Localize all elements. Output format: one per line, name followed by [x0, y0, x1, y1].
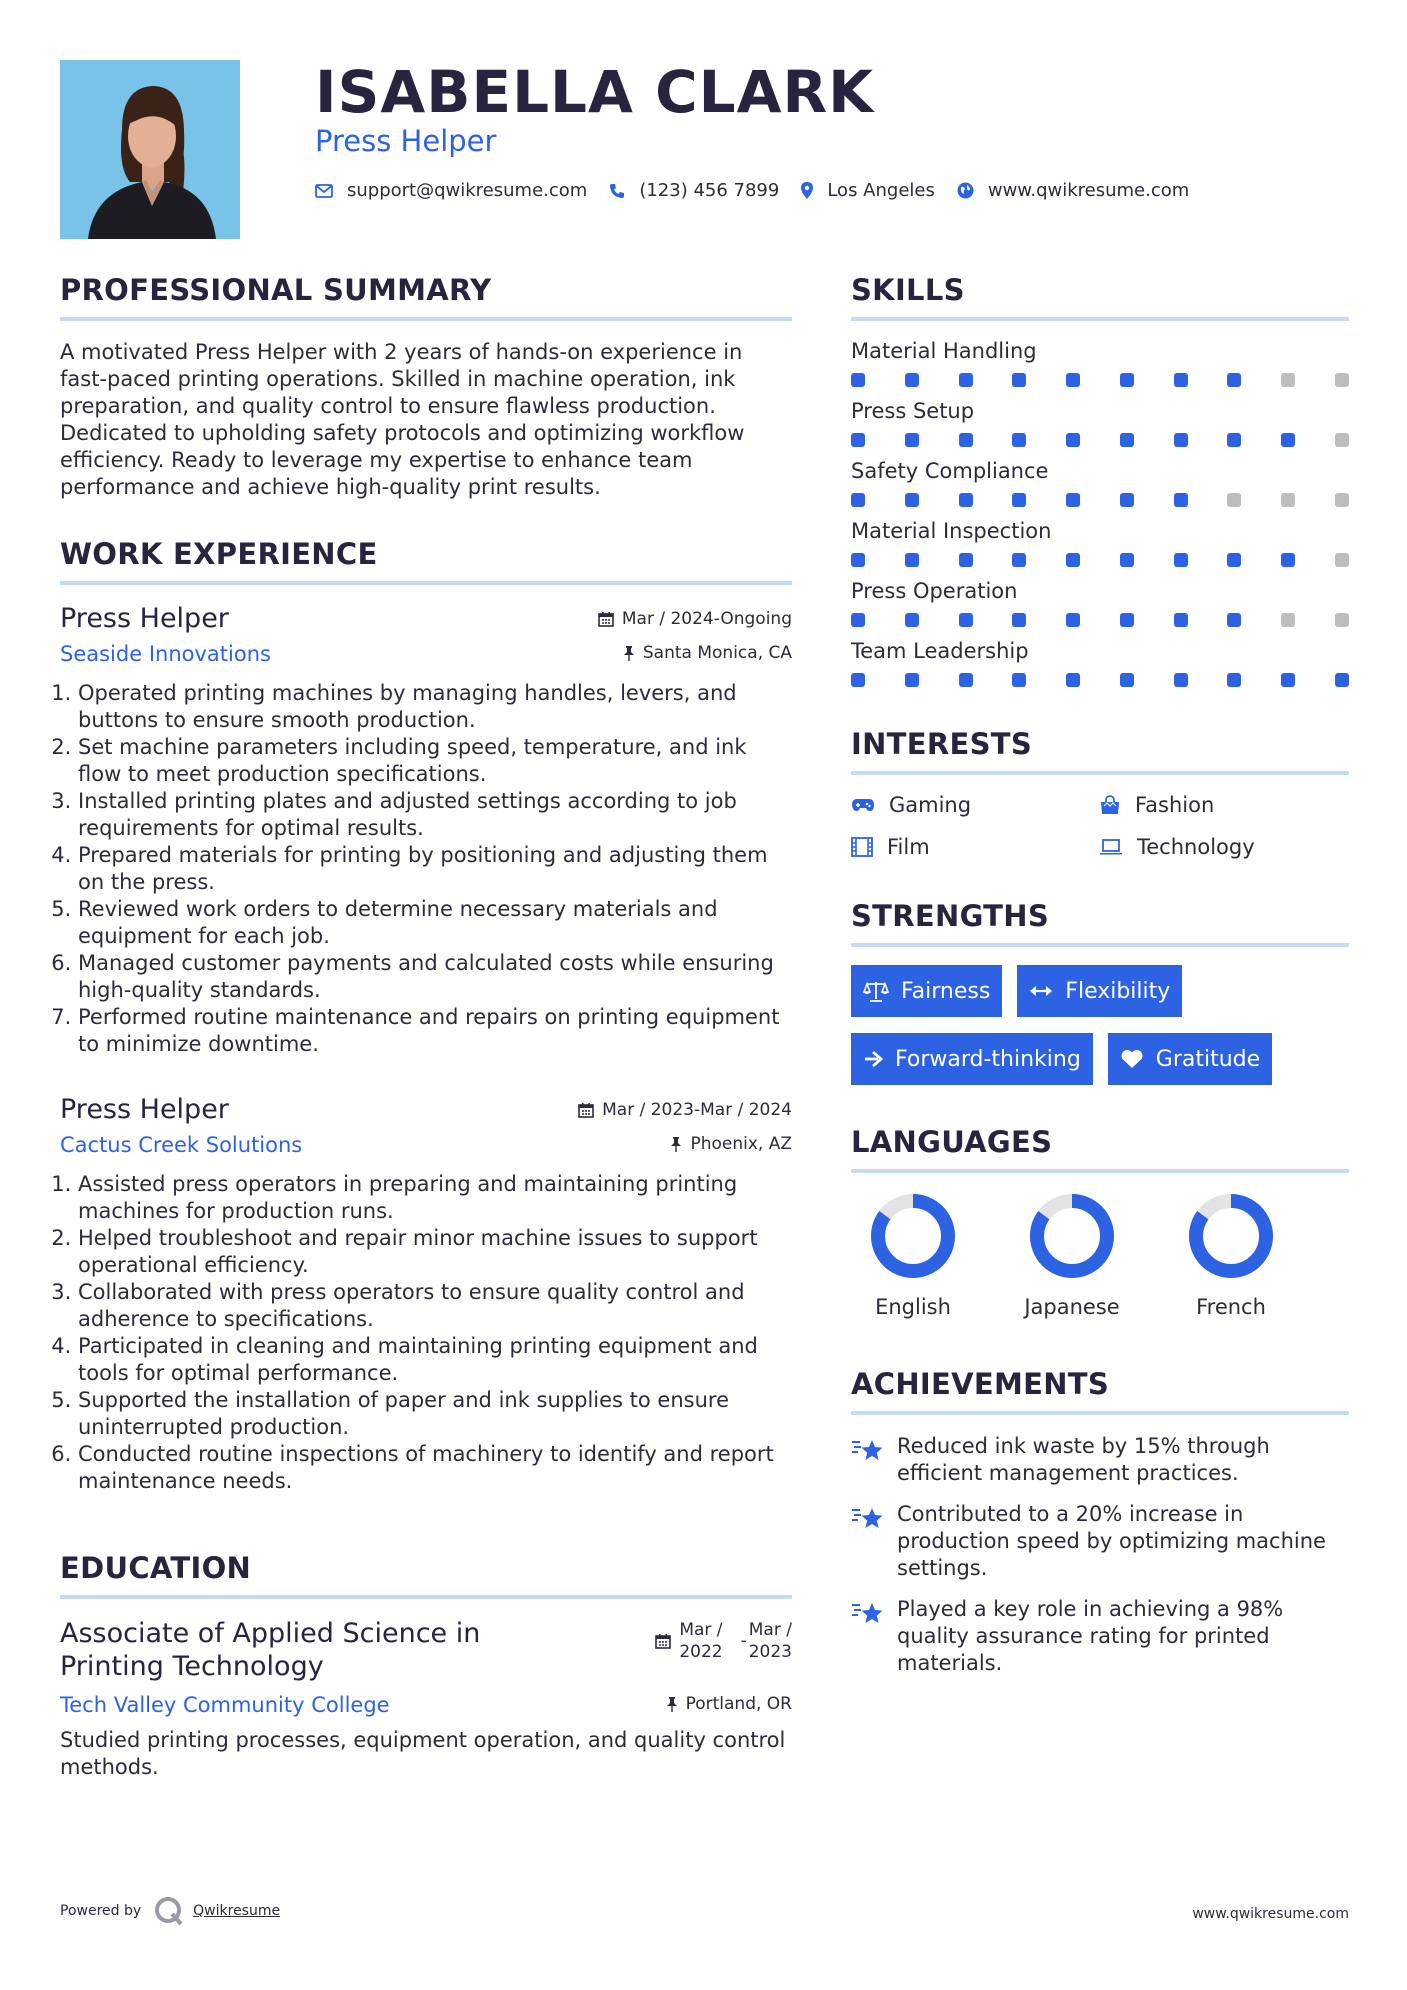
- rating-dot: [1120, 613, 1134, 627]
- language-item: [1012, 1191, 1132, 1319]
- experience-section: [60, 537, 792, 1495]
- summary-section: [60, 273, 792, 501]
- rating-dot: [1227, 493, 1241, 507]
- job-title: Press Helper: [60, 603, 229, 634]
- contact-bar: [315, 180, 1211, 201]
- rating-dot: [1066, 373, 1080, 387]
- rating-dot: [905, 553, 919, 567]
- avatar: [60, 60, 240, 239]
- laptop-icon: [1099, 838, 1123, 856]
- skill-rating: [851, 433, 1349, 447]
- list-item: 6. Managed customer payments and calculated costs while ensuring high-quality standards.: [78, 950, 792, 1004]
- job-company: Cactus Creek Solutions: [60, 1133, 303, 1157]
- job-company: Seaside Innovations: [60, 642, 271, 666]
- rating-dot: [1120, 493, 1134, 507]
- section-title: SKILLS: [851, 273, 1349, 321]
- contact-location: [801, 180, 935, 201]
- rating-dot: [1066, 673, 1080, 687]
- skill-item: [851, 639, 1349, 687]
- rating-dot: [851, 493, 865, 507]
- pushpin-icon: [623, 645, 635, 661]
- interests-section: [851, 727, 1349, 859]
- rating-dot: [1174, 373, 1188, 387]
- rating-dot: [1227, 373, 1241, 387]
- qwikresume-logo-icon: [153, 1895, 185, 1927]
- section-title: LANGUAGES: [851, 1125, 1349, 1173]
- section-title: PROFESSIONAL SUMMARY: [60, 273, 792, 321]
- skill-name: Material Handling: [851, 339, 1037, 363]
- job-date: Mar / 2024-Ongoing: [598, 609, 792, 629]
- list-item: 7. Performed routine maintenance and repairs on printing equipment to minimize downtime.: [78, 1004, 792, 1058]
- film-icon: [851, 837, 873, 857]
- skill-rating: [851, 373, 1349, 387]
- rating-dot: [1174, 613, 1188, 627]
- rating-dot: [1281, 433, 1295, 447]
- interest-gaming: Gaming: [851, 793, 1099, 817]
- right-column: [851, 273, 1349, 1691]
- list-item: 5. Supported the installation of paper and ink supplies to ensure uninterrupted production.: [78, 1387, 792, 1441]
- interest-film: Film: [851, 835, 1099, 859]
- rating-dot: [1227, 673, 1241, 687]
- skills-list: [851, 339, 1349, 687]
- job-title: Press Helper: [60, 1094, 229, 1125]
- rating-dot: [959, 493, 973, 507]
- interest-technology: Technology: [1099, 835, 1349, 859]
- shooting-star-icon: [851, 1598, 885, 1628]
- list-item: 2. Set machine parameters including speed, temperature, and ink flow to meet production specifications.: [78, 734, 792, 788]
- rating-dot: [1281, 613, 1295, 627]
- rating-dot: [851, 553, 865, 567]
- rating-dot: [905, 433, 919, 447]
- rating-dot: [1281, 493, 1295, 507]
- contact-phone[interactable]: [609, 180, 779, 201]
- language-name: French: [1196, 1295, 1266, 1319]
- phone-icon: [609, 183, 625, 199]
- section-title: ACHIEVEMENTS: [851, 1367, 1349, 1415]
- skill-rating: [851, 613, 1349, 627]
- rating-dot: [1227, 613, 1241, 627]
- rating-dot: [1066, 433, 1080, 447]
- skill-name: Team Leadership: [851, 639, 1029, 663]
- rating-dot: [1174, 673, 1188, 687]
- language-item: [1171, 1191, 1291, 1319]
- rating-dot: [1281, 373, 1295, 387]
- list-item: 1. Assisted press operators in preparing and maintaining printing machines for production runs.: [78, 1171, 792, 1225]
- job-entry: [60, 603, 792, 1058]
- skill-name: Press Operation: [851, 579, 1018, 603]
- rating-dot: [851, 613, 865, 627]
- skill-item: [851, 399, 1349, 447]
- calendar-icon: [655, 1633, 671, 1649]
- skill-name: Safety Compliance: [851, 459, 1049, 483]
- calendar-icon: [598, 611, 614, 627]
- rating-dot: [1174, 433, 1188, 447]
- rating-dot: [1281, 553, 1295, 567]
- profile-photo: [60, 60, 240, 239]
- language-item: [853, 1191, 973, 1319]
- rating-dot: [1012, 433, 1026, 447]
- achievement-item: Reduced ink waste by 15% through efficient management practices.: [851, 1433, 1349, 1487]
- list-item: 1. Operated printing machines by managing handles, levers, and buttons to ensure smooth production.: [78, 680, 792, 734]
- footer-powered-by: Powered by Qwikresume: [60, 1895, 280, 1927]
- rating-dot: [1012, 553, 1026, 567]
- school-location: Portland, OR: [666, 1694, 792, 1714]
- rating-dot: [1281, 673, 1295, 687]
- strength-tag: Fairness: [851, 965, 1002, 1017]
- school-name: Tech Valley Community College: [60, 1693, 390, 1717]
- candidate-name: ISABELLA CLARK: [315, 58, 875, 126]
- shooting-star-icon: [851, 1435, 885, 1465]
- strength-tag: Gratitude: [1108, 1033, 1272, 1085]
- skill-name: Press Setup: [851, 399, 975, 423]
- strengths-section: [851, 899, 1349, 1085]
- phone-text: (123) 456 7899: [639, 180, 780, 201]
- job-date: Mar / 2023-Mar / 2024: [578, 1100, 792, 1120]
- rating-dot: [1174, 553, 1188, 567]
- rating-dot: [1174, 493, 1188, 507]
- globe-icon: [957, 182, 974, 199]
- rating-dot: [1012, 373, 1026, 387]
- skill-item: [851, 579, 1349, 627]
- section-title: STRENGTHS: [851, 899, 1349, 947]
- rating-dot: [1012, 493, 1026, 507]
- footer-website[interactable]: www.qwikresume.com: [1192, 1906, 1349, 1922]
- rating-dot: [851, 373, 865, 387]
- language-proficiency-ring: [1027, 1191, 1117, 1281]
- achievement-item: Played a key role in achieving a 98% quality assurance rating for printed materials.: [851, 1596, 1349, 1677]
- pushpin-icon: [666, 1696, 678, 1712]
- rating-dot: [905, 373, 919, 387]
- list-item: 5. Reviewed work orders to determine necessary materials and equipment for each job.: [78, 896, 792, 950]
- skill-item: [851, 459, 1349, 507]
- achievement-item: Contributed to a 20% increase in production speed by optimizing machine settings.: [851, 1501, 1349, 1582]
- skill-name: Material Inspection: [851, 519, 1052, 543]
- brand-link[interactable]: Qwikresume: [193, 1903, 281, 1919]
- rating-dot: [1120, 373, 1134, 387]
- education-date: Mar / 2022 - Mar / 2023: [655, 1619, 792, 1663]
- job-location: Phoenix, AZ: [670, 1134, 792, 1154]
- pushpin-icon: [670, 1136, 682, 1152]
- job-duties: [60, 680, 792, 1058]
- envelope-icon: [315, 184, 333, 198]
- rating-dot: [1227, 433, 1241, 447]
- shooting-star-icon: [851, 1503, 885, 1533]
- skill-item: [851, 519, 1349, 567]
- left-column: [60, 273, 792, 1781]
- education-section: [60, 1551, 792, 1781]
- job-entry: [60, 1094, 792, 1495]
- skill-rating: [851, 673, 1349, 687]
- language-name: English: [875, 1295, 951, 1319]
- rating-dot: [1335, 493, 1349, 507]
- language-proficiency-ring: [868, 1191, 958, 1281]
- rating-dot: [851, 433, 865, 447]
- rating-dot: [959, 613, 973, 627]
- languages-section: [851, 1125, 1349, 1319]
- rating-dot: [959, 433, 973, 447]
- rating-dot: [959, 673, 973, 687]
- rating-dot: [851, 673, 865, 687]
- rating-dot: [1227, 553, 1241, 567]
- strength-tag: Flexibility: [1017, 965, 1182, 1017]
- rating-dot: [1066, 553, 1080, 567]
- candidate-role: Press Helper: [315, 124, 497, 158]
- rating-dot: [1066, 493, 1080, 507]
- list-item: 3. Collaborated with press operators to ensure quality control and adherence to specifications.: [78, 1279, 792, 1333]
- calendar-icon: [578, 1102, 594, 1118]
- interest-fashion: Fashion: [1099, 793, 1349, 817]
- email-text: support@qwikresume.com: [347, 180, 588, 201]
- job-duties: [60, 1171, 792, 1495]
- rating-dot: [1120, 433, 1134, 447]
- rating-dot: [1120, 673, 1134, 687]
- balance-scale-icon: [863, 980, 889, 1002]
- contact-website[interactable]: [957, 180, 1189, 201]
- language-proficiency-ring: [1186, 1191, 1276, 1281]
- rating-dot: [1120, 553, 1134, 567]
- list-item: 2. Helped troubleshoot and repair minor machine issues to support operational efficiency.: [78, 1225, 792, 1279]
- education-text: Studied printing processes, equipment operation, and quality control methods.: [60, 1728, 786, 1779]
- rating-dot: [959, 553, 973, 567]
- skill-item: [851, 339, 1349, 387]
- summary-text: A motivated Press Helper with 2 years of hands-on experience in fast-paced printing operations. Skilled in machine operation, ink preparation, and quality control to ensure flawless production. Dedicated to upholding safety protocols and optimizing workflow efficiency. Ready to leverage my expertise to enhance team performance and achieve high-quality print results.: [60, 340, 745, 499]
- contact-email[interactable]: [315, 180, 587, 201]
- strength-tag: Forward-thinking: [851, 1033, 1093, 1085]
- degree-title: Associate of Applied Science in Printing Technology: [60, 1618, 481, 1682]
- achievements-section: [851, 1367, 1349, 1677]
- gamepad-icon: [851, 797, 875, 813]
- rating-dot: [1335, 373, 1349, 387]
- website-text: www.qwikresume.com: [987, 180, 1190, 201]
- rating-dot: [1335, 553, 1349, 567]
- list-item: 4. Participated in cleaning and maintaining printing equipment and tools for optimal performance.: [78, 1333, 792, 1387]
- heart-icon: [1120, 1049, 1144, 1069]
- map-pin-icon: [801, 182, 813, 199]
- language-name: Japanese: [1024, 1295, 1120, 1319]
- job-location: Santa Monica, CA: [623, 643, 792, 663]
- rating-dot: [1335, 673, 1349, 687]
- languages-list: [851, 1191, 1291, 1319]
- skills-section: [851, 273, 1349, 687]
- section-title: WORK EXPERIENCE: [60, 537, 792, 585]
- rating-dot: [905, 673, 919, 687]
- arrows-horizontal-icon: [1029, 984, 1053, 998]
- arrow-right-icon: [863, 1050, 883, 1068]
- list-item: 4. Prepared materials for printing by positioning and adjusting them on the press.: [78, 842, 792, 896]
- list-item: 3. Installed printing plates and adjusted settings according to job requirements for optimal results.: [78, 788, 792, 842]
- rating-dot: [905, 493, 919, 507]
- rating-dot: [1335, 613, 1349, 627]
- rating-dot: [1012, 613, 1026, 627]
- rating-dot: [1012, 673, 1026, 687]
- list-item: 6. Conducted routine inspections of machinery to identify and report maintenance needs.: [78, 1441, 792, 1495]
- skill-rating: [851, 553, 1349, 567]
- rating-dot: [1335, 433, 1349, 447]
- section-title: INTERESTS: [851, 727, 1349, 775]
- location-text: Los Angeles: [827, 180, 935, 201]
- skill-rating: [851, 493, 1349, 507]
- rating-dot: [1066, 613, 1080, 627]
- shopping-bag-icon: [1099, 795, 1121, 815]
- section-title: EDUCATION: [60, 1551, 792, 1599]
- rating-dot: [959, 373, 973, 387]
- rating-dot: [905, 613, 919, 627]
